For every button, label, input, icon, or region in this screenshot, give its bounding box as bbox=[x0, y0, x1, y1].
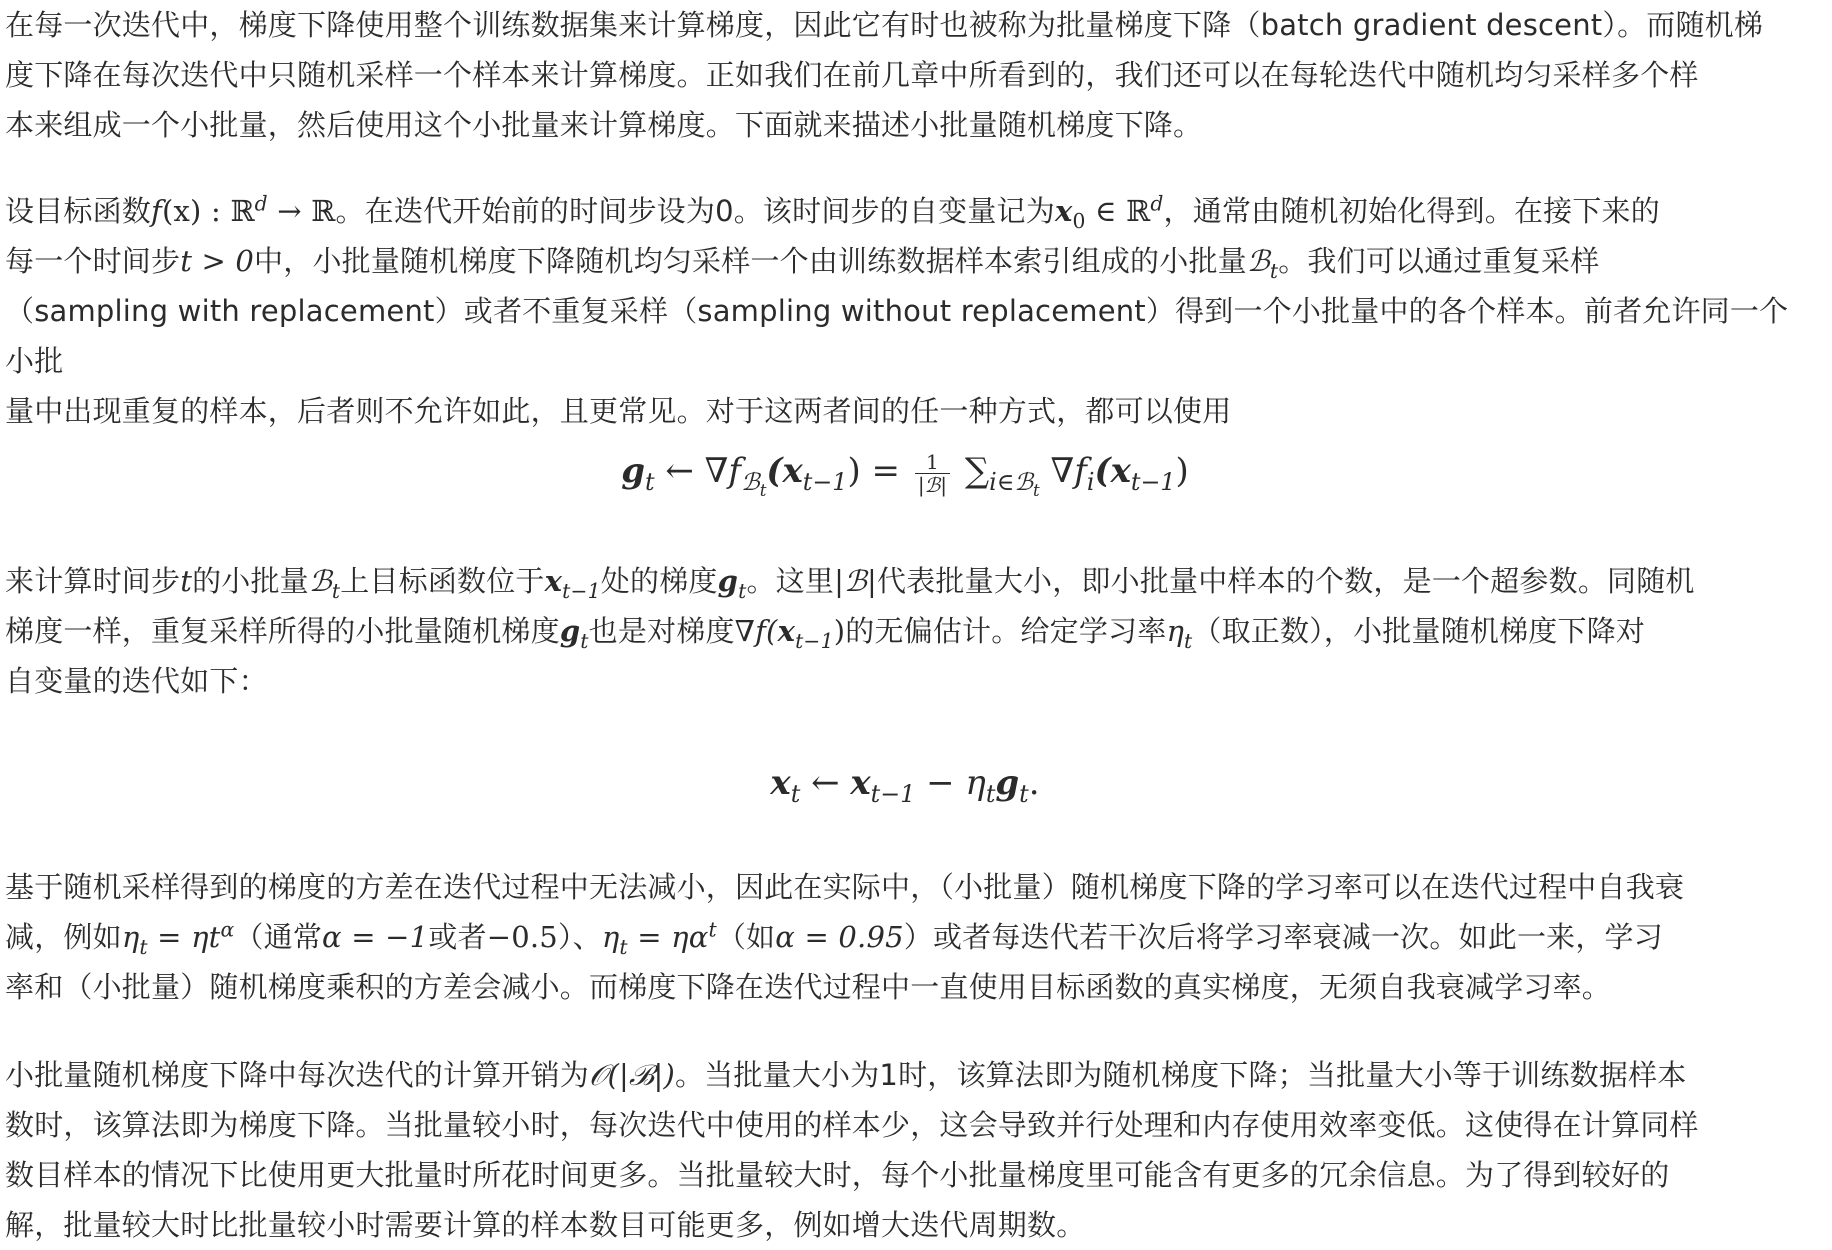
paragraph-intro bbox=[5, 0, 1763, 150]
text-span: 。当批量大小为1时，该算法即为随机梯度下降；当批量大小等于训练数据样本 bbox=[675, 1058, 1687, 1092]
text-span: ，通常由随机初始化得到。在接下来的 bbox=[1163, 194, 1660, 228]
math-bigO: 𝒪(|ℬ|) bbox=[589, 1058, 676, 1092]
eq-sub: t bbox=[985, 779, 996, 808]
math-inline bbox=[151, 191, 336, 228]
math-sub: t bbox=[738, 578, 747, 603]
text-span: 。这里 bbox=[746, 564, 835, 598]
eq-numerator: 1 bbox=[915, 451, 950, 474]
text-line: 解，批量较大时比批量较小时需要计算的样本数目可能更多，例如增大迭代周期数。 bbox=[5, 1208, 1086, 1242]
math-x: x bbox=[777, 614, 796, 648]
eq-denominator: |ℬ| bbox=[917, 472, 948, 497]
eq-term: ∇f bbox=[1039, 451, 1087, 491]
math-t: t bbox=[180, 564, 193, 598]
eq-arrow-grad: ← ∇f bbox=[654, 451, 741, 491]
text-span: 也是对梯度 bbox=[588, 614, 735, 648]
eq-sub: t−1 bbox=[802, 467, 848, 496]
math-x0: x bbox=[1054, 194, 1073, 228]
eq-equals: ) = bbox=[847, 451, 911, 491]
math-Bt: ℬ bbox=[308, 564, 332, 598]
math-alpha: α = −1 bbox=[322, 920, 429, 954]
text-span: 上目标函数位于 bbox=[340, 564, 545, 598]
eq-subsub: t bbox=[759, 480, 767, 500]
math-eta: η bbox=[1166, 614, 1185, 648]
text-span: 处的梯度 bbox=[600, 564, 718, 598]
eq-arg: (x bbox=[766, 451, 803, 491]
math-Bt: ℬ bbox=[1246, 244, 1270, 278]
eq-g: g bbox=[995, 763, 1020, 803]
paragraph-cost bbox=[5, 1050, 1699, 1250]
math-sub: t bbox=[1269, 258, 1279, 283]
text-span: 梯度一样，重复采样所得的小批量随机梯度 bbox=[5, 614, 560, 648]
text-line: 度下降在每次迭代中只随机采样一个样本来计算梯度。正如我们在前几章中所看到的，我们还可以在每轮迭代中随机均匀采样多个样 bbox=[5, 58, 1699, 92]
text-span: （取正数），小批量随机梯度下降对 bbox=[1192, 614, 1646, 648]
equation-minibatch-gradient bbox=[5, 446, 1805, 500]
eq-dot: . bbox=[1028, 763, 1040, 803]
text-span: ）、 bbox=[557, 920, 602, 954]
eq-sub: ℬ bbox=[741, 467, 760, 496]
text-span: 小批量随机梯度下降中每次迭代的计算开销为 bbox=[5, 1058, 590, 1092]
math-grad: ∇f( bbox=[734, 614, 778, 648]
eq-sub: t−1 bbox=[1130, 467, 1176, 496]
math-eta: η bbox=[601, 920, 620, 954]
eq-subsub: t bbox=[1033, 480, 1040, 500]
eq-x-prev: x bbox=[850, 763, 871, 803]
math-sub: t−1 bbox=[795, 628, 834, 653]
paragraph-gradient-explanation bbox=[5, 556, 1695, 706]
text-span: 。在迭代开始前的时间步设为0。该时间步的自变量记为 bbox=[335, 194, 1055, 228]
eq-sum: ∑ bbox=[954, 451, 990, 491]
math-alpha: α = 0.95 bbox=[775, 920, 904, 954]
math-sub: t bbox=[331, 578, 341, 603]
text-span: 来计算时间步 bbox=[5, 564, 181, 598]
text-span: 减，例如 bbox=[5, 920, 122, 954]
math-f: f bbox=[151, 194, 162, 228]
text-line: （sampling with replacement）或者不重复采样（sampling without replacement）得到一个小批量中的各个样本。前者允许同一个小批 bbox=[5, 294, 1789, 378]
eq-fraction bbox=[915, 451, 950, 496]
text-line: 数时，该算法即为梯度下降。当批量较小时，每次迭代中使用的样本少，这会导致并行处理和内存使用效率变低。这使得在计算同样 bbox=[5, 1108, 1699, 1142]
text-span: 设目标函数 bbox=[5, 194, 152, 228]
paragraph-learning-rate bbox=[5, 862, 1684, 1012]
math-sup: d bbox=[1150, 191, 1164, 216]
math-sub: t bbox=[139, 934, 148, 959]
math-x: x bbox=[544, 564, 563, 598]
text-span: （如 bbox=[716, 920, 776, 954]
text-span: 中，小批量随机梯度下降随机均匀采样一个由训练数据样本索引组成的小批量 bbox=[254, 244, 1247, 278]
text-span: 每一个时间步 bbox=[5, 244, 181, 278]
text-span: 的无偏估计。给定学习率 bbox=[845, 614, 1167, 648]
math-t-gt-0: t > 0 bbox=[180, 244, 255, 278]
eq-sub: t−1 bbox=[870, 779, 916, 808]
text-line: 率和（小批量）随机梯度乘积的方差会减小。而梯度下降在迭代过程中一直使用目标函数的真实梯度，无须自我衰减学习率。 bbox=[5, 970, 1612, 1004]
eq-minus-eta: − η bbox=[915, 763, 986, 803]
math-eta: η bbox=[121, 920, 140, 954]
math-sub: t bbox=[1184, 628, 1193, 653]
eq-close: ) bbox=[1175, 451, 1189, 491]
equation-update-rule bbox=[5, 758, 1805, 808]
math-g: g bbox=[717, 564, 739, 598]
math-sub: 0 bbox=[1072, 208, 1086, 233]
text-span: 或者 bbox=[428, 920, 487, 954]
math-neg: −0.5 bbox=[486, 920, 558, 954]
eq-term-arg: (x bbox=[1094, 451, 1131, 491]
text-span: （通常 bbox=[234, 920, 323, 954]
eq-g: g bbox=[621, 451, 645, 491]
math-close: ) bbox=[833, 614, 846, 648]
text-line: 本来组成一个小批量，然后使用这个小批量来计算梯度。下面就来描述小批量随机梯度下降。 bbox=[5, 108, 1203, 142]
math-schedule-2: = ηα bbox=[627, 920, 709, 954]
math-sub: t bbox=[580, 628, 589, 653]
paragraph-setup bbox=[5, 186, 1805, 436]
math-sup: t bbox=[708, 917, 717, 942]
text-line: 基于随机采样得到的梯度的方差在迭代过程中无法减小，因此在实际中，（小批量）随机梯度下降的学习率可以在迭代过程中自我衰 bbox=[5, 870, 1685, 904]
eq-sub: t bbox=[790, 779, 801, 808]
math-sub: t bbox=[619, 934, 628, 959]
text-span: 。我们可以通过重复采样 bbox=[1278, 244, 1600, 278]
text-line: 在每一次迭代中，梯度下降使用整个训练数据集来计算梯度，因此它有时也被称为批量梯度下降（batch gradient descent）。而随机梯 bbox=[5, 8, 1764, 42]
math-codomain: → ℝ bbox=[267, 194, 336, 228]
eq-sub: i∈ℬ bbox=[989, 467, 1034, 496]
math-g: g bbox=[559, 614, 581, 648]
text-line: 数目样本的情况下比使用更大批量时所花时间更多。当批量较大时，每个小批量梯度里可能含有更多的冗余信息。为了得到较好的 bbox=[5, 1158, 1670, 1192]
eq-sub: t bbox=[1019, 779, 1029, 808]
math-domain: (x) : ℝ bbox=[161, 194, 255, 228]
math-schedule-1: = ηt bbox=[147, 920, 221, 954]
math-absB: |ℬ| bbox=[834, 564, 878, 598]
eq-sub: i bbox=[1086, 467, 1095, 496]
text-line: 量中出现重复的样本，后者则不允许如此，且更常见。对于这两者间的任一种方式，都可以使用 bbox=[5, 394, 1232, 428]
text-span: ）或者每迭代若干次后将学习率衰减一次。如此一来，学习 bbox=[903, 920, 1663, 954]
text-line: 自变量的迭代如下： bbox=[5, 664, 268, 698]
math-sup: d bbox=[254, 191, 268, 216]
text-span: 代表批量大小，即小批量中样本的个数，是一个超参数。同随机 bbox=[877, 564, 1695, 598]
math-sub: t−1 bbox=[562, 578, 601, 603]
math-sup: α bbox=[220, 917, 235, 942]
text-span: 的小批量 bbox=[192, 564, 309, 598]
eq-sub: t bbox=[644, 467, 655, 496]
eq-x: x bbox=[770, 763, 791, 803]
eq-arrow: ← bbox=[800, 763, 851, 803]
math-in: ∈ ℝ bbox=[1085, 194, 1151, 228]
